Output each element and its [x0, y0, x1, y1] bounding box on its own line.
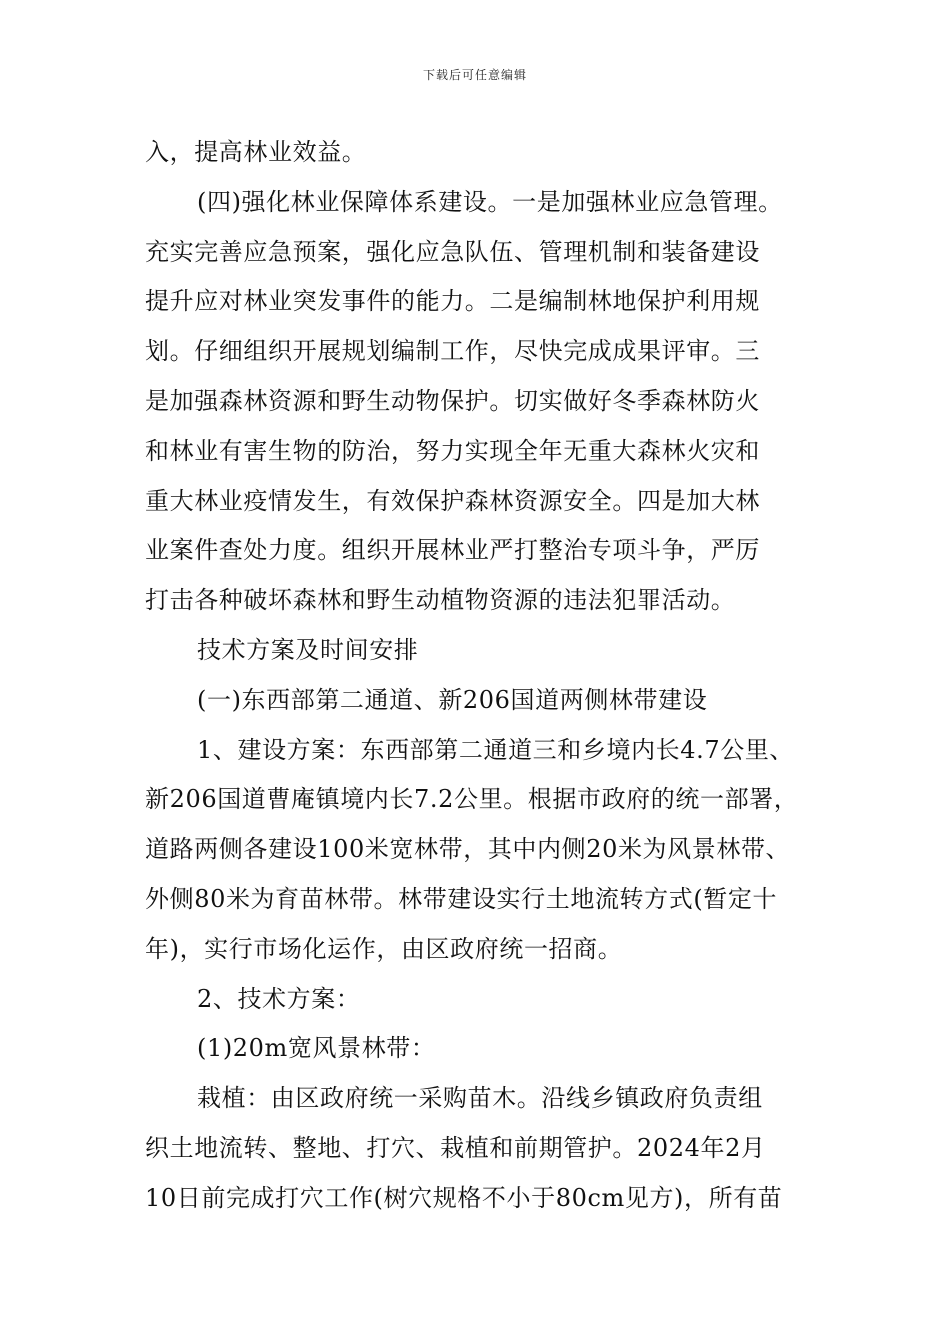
text-line: 划。仔细组织开展规划编制工作，尽快完成成果评审。三	[145, 337, 760, 366]
section-heading: 技术方案及时间安排	[197, 635, 419, 664]
text-line: 打击各种破坏森林和野生动植物资源的违法犯罪活动。	[145, 586, 736, 615]
text-line: (1)20m宽风景林带：	[197, 1034, 436, 1063]
document-body	[145, 128, 825, 1224]
text-line: (四)强化林业保障体系建设。一是加强林业应急管理。	[197, 187, 783, 216]
text-line: 道路两侧各建设100米宽林带，其中内侧20米为风景林带、	[145, 835, 791, 864]
text-line: 是加强森林资源和野生动物保护。切实做好冬季森林防火	[145, 386, 760, 415]
text-line: 外侧80米为育苗林带。林带建设实行土地流转方式(暂定十	[145, 884, 778, 913]
text-line: 栽植：由区政府统一采购苗木。沿线乡镇政府负责组	[197, 1084, 763, 1113]
text-line: 新206国道曹庵镇境内长7.2公里。根据市政府的统一部署，	[145, 785, 799, 814]
subsection-heading: (一)东西部第二通道、新206国道两侧林带建设	[197, 685, 708, 714]
text-line: 充实完善应急预案，强化应急队伍、管理机制和装备建设	[145, 237, 760, 266]
page-header-note: 下载后可任意编辑	[422, 68, 527, 82]
text-line: 提升应对林业突发事件的能力。二是编制林地保护利用规	[145, 287, 760, 316]
text-line: 2、技术方案：	[197, 984, 361, 1013]
text-line: 入，提高林业效益。	[145, 138, 367, 166]
text-line: 和林业有害生物的防治，努力实现全年无重大森林火灾和	[145, 436, 760, 465]
text-line: 10日前完成打穴工作(树穴规格不小于80cm见方)，所有苗	[145, 1183, 783, 1212]
text-line: 织土地流转、整地、打穴、栽植和前期管护。2024年2月	[145, 1133, 766, 1162]
text-line: 年)，实行市场化运作，由区政府统一招商。	[145, 934, 623, 963]
text-line: 1、建设方案：东西部第二通道三和乡境内长4.7公里、	[197, 735, 795, 764]
text-line: 重大林业疫情发生，有效保护森林资源安全。四是加大林	[145, 486, 760, 515]
text-line: 业案件查处力度。组织开展林业严打整治专项斗争，严厉	[145, 536, 760, 565]
